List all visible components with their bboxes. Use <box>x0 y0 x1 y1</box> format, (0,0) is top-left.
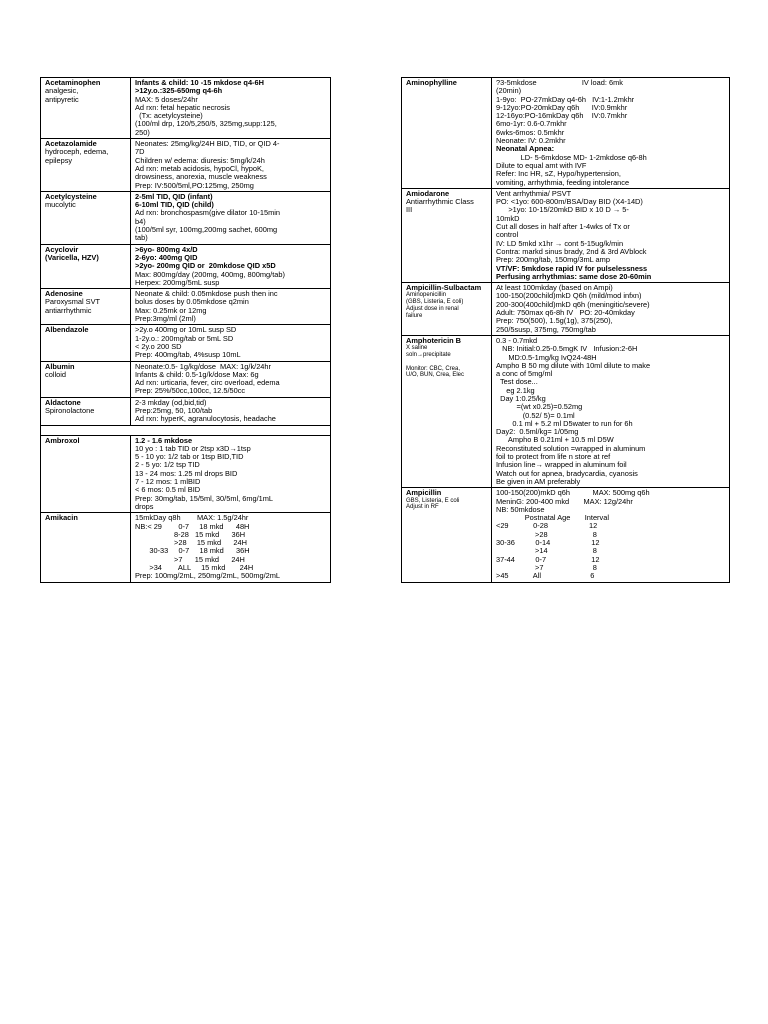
dosage-line: Neonatal Apnea: <box>496 144 555 154</box>
dosage-line: Prep:3mg/ml (2ml) <box>135 314 196 324</box>
dosage-line: >28 8 <box>496 529 597 539</box>
dosage-line: Prep: 25%/50cc,100cc, 12.5/50cc <box>135 386 246 396</box>
drug-class: antiarrhythmic <box>45 305 92 315</box>
dosage-line: Watch out for apnea, bradycardia, cyanosis <box>496 468 638 478</box>
drug-name-cell <box>41 139 131 192</box>
dosage-line: 12-16yo:PO-16mkDay q6h IV:0.7mkhr <box>496 111 628 121</box>
drug-class: Antiarrhythmic Class <box>406 197 474 207</box>
dosage-line: Max: 0.25mk or 12mg <box>135 305 207 315</box>
drug-row <box>41 289 331 325</box>
dosage-line: 2-5ml TID, QID (infant) <box>135 191 213 201</box>
dosage-line: Children w/ edema: diuresis: 5mg/k/24h <box>135 155 265 165</box>
dosage-line: a conc of 5mg/ml <box>496 369 553 379</box>
dosage-line: Ad rxn: hyperK, agranulocytosis, headache <box>135 414 276 424</box>
dosage-line: >28 15 mkd 24H <box>135 538 247 548</box>
dosage-line: Ampho B 0.21ml + 10.5 ml D5W <box>496 435 614 445</box>
drug-name-cell <box>41 397 131 425</box>
drug-name-cell <box>402 78 492 189</box>
drug-note: Adjust dose in renal <box>406 306 459 313</box>
dosage-line: >12y.o.:325-650mg q4-6h <box>135 86 223 96</box>
drug-row <box>41 325 331 361</box>
dosage-line: Refer: Inc HR, sZ, Hypo/hypertension, <box>496 169 621 179</box>
dosage-line: Adult: 750max q6-8h IV PO: 20-40mkday <box>496 308 635 318</box>
drug-name-acetylcysteine: Acetylcysteine <box>45 191 97 201</box>
dosage-line: Day2: 0.5ml/kg= 1/05mg <box>496 427 579 437</box>
dosage-line: Herpex: 200mg/5mL susp <box>135 277 220 287</box>
dosage-cell <box>492 283 730 336</box>
drug-class: epilepsy <box>45 155 73 165</box>
right-drug-table <box>401 77 730 583</box>
drug-name-cell <box>41 435 131 513</box>
dosage-line: Day 1:0.25/kg <box>496 393 546 403</box>
drug-name-cell <box>41 78 131 139</box>
dosage-line: NB: 50mkdose <box>496 504 545 514</box>
drug-row <box>41 397 331 425</box>
dosage-line: 2-3 mkday (od,bid,tid) <box>135 397 207 407</box>
dosage-line: 7 - 12 mos: 1 mlBID <box>135 477 201 487</box>
dosage-line: 1-9yo: PO-27mkDay q4-6h IV:1-1.2mkhr <box>496 94 635 104</box>
dosage-line: Neonates: 25mg/kg/24H BID, TID, or QID 4- <box>135 139 280 149</box>
drug-row <box>402 488 730 582</box>
dosage-line: 37-44 0-7 12 <box>496 554 600 564</box>
dosage-line: Ad rxn: bronchospasm(give dilator 10-15min <box>135 208 281 218</box>
dosage-line: 0.3 - 0.7mkd <box>496 335 538 345</box>
drug-row <box>41 513 331 582</box>
dosage-line: >45 All 6 <box>496 571 595 581</box>
drug-class: antipyretic <box>45 94 79 104</box>
drug-name-cell <box>41 244 131 288</box>
dosage-line: >14 8 <box>496 546 597 556</box>
dosage-line: < 2y.o 200 SD <box>135 341 182 351</box>
drug-row <box>402 283 730 336</box>
dosage-line: Ad rxn: fetal hepatic necrosis <box>135 102 230 112</box>
dosage-line: 30-33 0-7 18 mkd 36H <box>135 546 250 556</box>
dosage-cell <box>131 289 331 325</box>
dosage-line: Prep: 100mg/2mL, 250mg/2mL, 500mg/2mL <box>135 571 281 581</box>
drug-row <box>402 188 730 282</box>
dosage-line: (0.52/ 5)= 0.1ml <box>496 410 575 420</box>
dosage-line: (100/ml drp, 120/5,250/5, 325mg,supp:125, <box>135 119 277 129</box>
drug-name-albendazole: Albendazole <box>45 325 89 335</box>
dosage-line: >7 8 <box>496 562 597 572</box>
dosage-line: 30-36 0-14 12 <box>496 538 600 548</box>
left-drug-table <box>40 77 331 583</box>
drug-row <box>402 78 730 189</box>
dosage-line: 250) <box>135 127 150 137</box>
dosage-line: Be given in AM preferably <box>496 476 581 486</box>
dosage-line: Reconstituted solution =wrapped in aluminum <box>496 443 646 453</box>
dosage-line: Prep: 30mg/tab, 15/5ml, 30/5ml, 6mg/1mL <box>135 493 274 503</box>
drug-row <box>41 244 331 288</box>
dosage-line: Perfusing arrhythmias: same dose 20-60min <box>496 271 652 281</box>
drug-name-adenosine: Adenosine <box>45 289 83 299</box>
drug-row <box>41 139 331 192</box>
drug-row <box>41 425 331 435</box>
dosage-line: 250/5susp, 375mg, 750mg/tab <box>496 324 596 334</box>
dosage-line: 1.2 - 1.6 mkdose <box>135 435 193 445</box>
drug-name-cell <box>41 325 131 361</box>
dosage-line: PO: <1yo: 600-800m/BSA/Day BID (X4-14D) <box>496 197 643 207</box>
drug-name-acetazolamide: Acetazolamide <box>45 139 97 149</box>
dosage-line: Neonate:0.5- 1g/kg/dose MAX: 1g/k/24hr <box>135 361 271 371</box>
drug-note: GBS, Listeria, E coli <box>406 497 460 504</box>
drug-name-cell <box>402 335 492 487</box>
dosage-line: 2 - 5 yo: 1/2 tsp TID <box>135 460 200 470</box>
dosage-line: Ad rxn: metab acidosis, hypoCl, hypoK, <box>135 163 264 173</box>
dosage-cell <box>131 325 331 361</box>
dosage-line: (Tx: acetylcysteine) <box>135 111 203 121</box>
dosage-cell <box>131 361 331 397</box>
dosage-line: vomiting, arrhythmia, feeding intolerance <box>496 177 630 187</box>
dosage-line: < 6 mos: 0.5 ml BID <box>135 485 201 495</box>
dosage-line: =(wt x0.25)=0.52mg <box>496 402 583 412</box>
dosage-line: Prep: IV:500/5ml,PO:125mg, 250mg <box>135 180 254 190</box>
drug-note <box>406 359 488 366</box>
dosage-line: Ampho B 50 mg dilute with 10ml dilute to make <box>496 360 651 370</box>
dosage-line: Contra: markd sinus brady, 2nd & 3rd AVblock <box>496 246 647 256</box>
drug-name-cell <box>41 513 131 582</box>
drug-note: X saline <box>406 345 428 352</box>
dosage-line: 200-300(400child)mkD q6h (meningitic/severe) <box>496 299 650 309</box>
dosage-line: foil to protect from life n store at ref <box>496 452 611 462</box>
drug-name-ampicillin-sulbactam: Ampicillin-Sulbactam <box>406 283 482 293</box>
drug-note: U/O, BUN, Crea, Elec <box>406 372 465 379</box>
dosage-line: >2y.o 400mg or 10mL susp SD <box>135 325 237 335</box>
drug-name-albumin: Albumin <box>45 361 75 371</box>
dosage-line: VT/VF: 5mkdose rapid IV for pulselessness <box>496 263 648 273</box>
drug-name-ampicillin: Ampicillin <box>406 488 442 498</box>
dosage-line: Prep:25mg, 50, 100/tab <box>135 405 213 415</box>
drug-row <box>41 435 331 513</box>
drug-name-cell <box>41 191 131 244</box>
dosage-line: 6-10ml TID, QID (child) <box>135 200 214 210</box>
drug-row <box>41 78 331 139</box>
dosage-line: 8-28 15 mkd 36H <box>135 529 246 539</box>
dosage-line: LD- 5-6mkdose MD- 1-2mkdose q6-8h <box>496 152 647 162</box>
dosage-line: Prep: 200mg/tab, 150mg/3mL amp <box>496 255 610 265</box>
dosage-line: 13 - 24 mos: 1.25 ml drops BID <box>135 468 238 478</box>
dosage-line: >7 15 mkd 24H <box>135 554 245 564</box>
drug-class: mucolytic <box>45 200 76 210</box>
dosage-line: MD:0.5-1mg/kg IvQ24-48H <box>496 352 597 362</box>
dosage-line: At least 100mkday (based on Ampi) <box>496 283 613 293</box>
dosage-cell <box>131 397 331 425</box>
drug-name-aminophylline: Aminophylline <box>406 78 457 87</box>
dosage-line: <29 0-28 12 <box>496 521 598 531</box>
drug-name-acyclovir: Acyclovir <box>45 244 79 254</box>
dosage-cell <box>131 244 331 288</box>
dosage-line: Postnatal Age Interval <box>496 513 609 523</box>
dosage-line: >34 ALL 15 mkd 24H <box>135 563 254 573</box>
drug-note: failure <box>406 312 423 319</box>
dosage-line: Max: 800mg/day (200mg, 400mg, 800mg/tab) <box>135 269 285 279</box>
dosage-line: drops <box>135 501 154 511</box>
dosage-line: Neonate: IV: 0.2mkhr <box>496 136 566 146</box>
dosage-line: 15mkDay q8h MAX: 1.5g/24hr <box>135 513 249 523</box>
drug-note: soln→precipitate <box>406 352 451 358</box>
dosage-line: b4) <box>135 216 146 226</box>
dosage-line: Infusion line→ wrapped in aluminum foil <box>496 460 627 470</box>
dosage-line: Infants & child: 10 -15 mkdose q4-6H <box>135 78 264 87</box>
drug-row <box>41 191 331 244</box>
dosage-line: Ad rxn: urticaria, fever, circ overload, edema <box>135 378 280 388</box>
dosage-cell <box>131 513 331 582</box>
dosage-line: drowsiness, anorexia, muscle weakness <box>135 172 267 182</box>
drug-class: Paroxysmal SVT <box>45 297 101 307</box>
dosage-line: Vent arrhythmia/ PSVT <box>496 188 572 198</box>
dosage-line: (20min) <box>496 86 522 96</box>
dosage-cell <box>492 488 730 582</box>
dosage-cell <box>492 188 730 282</box>
dosage-line: >6yo- 800mg 4x/D <box>135 244 198 254</box>
dosage-line: Neonate & child: 0.05mkdose push then inc <box>135 289 278 299</box>
drug-class: colloid <box>45 369 66 379</box>
dosage-line: NB:< 29 0-7 18 mkd 48H <box>135 521 250 531</box>
dosage-line: IV: LD 5mkd x1hr → cont 5-15ug/k/min <box>496 238 624 248</box>
dosage-line: 2-6yo: 400mg QID <box>135 252 198 262</box>
dosage-line: tab) <box>135 233 148 243</box>
dosage-line: 10 yo : 1 tab TID or 2tsp x3D→1tsp <box>135 443 251 453</box>
dosage-cell <box>131 435 331 513</box>
drug-name-cell <box>402 283 492 336</box>
dosage-line: 100-150(200child)mkD Q6h (mild/mod infxn) <box>496 291 642 301</box>
drug-name-amikacin: Amikacin <box>45 513 78 523</box>
dosage-line: 100-150(200)mkD q6h MAX: 500mg q6h <box>496 488 650 498</box>
drug-name-aldactone: Aldactone <box>45 397 81 407</box>
dosage-cell <box>131 78 331 139</box>
dosage-line: >1yo: 10-15/20mkD BID x 10 D → 5- <box>496 205 629 215</box>
dosage-line: 6wks-6mos: 0.5mkhr <box>496 127 565 137</box>
drug-note: Aminopenicillin <box>406 292 447 299</box>
dosage-line: eg 2.1kg <box>496 385 535 395</box>
drug-name-cell <box>41 361 131 397</box>
drug-note: Adjust in RF <box>406 504 439 511</box>
dosage-cell <box>131 191 331 244</box>
drug-name-cell <box>402 188 492 282</box>
dosage-line: Infants & child: 0.5-1g/k/dose Max: 6g <box>135 369 259 379</box>
drug-name-cell <box>402 488 492 582</box>
drug-row <box>402 335 730 487</box>
dosage-line: (100/5ml syr, 100mg,200mg sachet, 600mg <box>135 225 278 235</box>
drug-name-cell <box>41 289 131 325</box>
dosage-line: 7D <box>135 147 145 157</box>
dosage-line: 1-2y.o.: 200mg/tab or 5mL SD <box>135 333 234 343</box>
dosage-line: Test dose... <box>496 377 538 387</box>
dosage-line: 6mo-1yr: 0.6-0.7mkhr <box>496 119 567 129</box>
drug-class: Spironolactone <box>45 405 95 415</box>
drug-name-acetaminophen: Acetaminophen <box>45 78 101 87</box>
drug-note: Monitor: CBC, Crea, <box>406 365 461 372</box>
dosage-line: control <box>496 230 519 240</box>
dosage-line: >2yo- 200mg QID or 20mkdose QID x5D <box>135 261 276 271</box>
dosage-cell <box>492 335 730 487</box>
dosage-line: 0.1 ml + 5.2 ml D5water to run for 6h <box>496 418 633 428</box>
drug-class: hydroceph, edema, <box>45 147 109 157</box>
drug-name-ambroxol: Ambroxol <box>45 435 80 445</box>
dosage-line: 10mkD <box>496 213 520 223</box>
drug-name-amiodarone: Amiodarone <box>406 188 450 198</box>
dosage-line: bolus doses by 0.05mkdose q2min <box>135 297 249 307</box>
dosage-line: ?3-5mkdose IV load: 6mk <box>496 78 623 87</box>
drug-name-amphotericin-b: Amphotericin B <box>406 335 462 345</box>
dosage-line: MAX: 5 doses/24hr <box>135 94 198 104</box>
drug-class: III <box>406 205 413 215</box>
spacer-row <box>41 425 331 435</box>
dosage-line: Cut all doses in half after 1-4wks of Tx or <box>496 222 630 232</box>
dosage-cell <box>492 78 730 189</box>
dosage-line: Dilute to equal amt with IVF <box>496 160 587 170</box>
dosage-line: Prep: 750(500), 1.5g(1g), 375(250), <box>496 316 613 326</box>
dosage-line: 9-12yo:PO-20mkDay q6h IV:0.9mkhr <box>496 102 628 112</box>
drug-class: (Varicella, HZV) <box>45 252 99 262</box>
dosage-line: NB: Initial:0.25-0.5mgK IV Infusion:2-6H <box>496 344 638 354</box>
drug-class: analgesic, <box>45 86 79 96</box>
drug-row <box>41 361 331 397</box>
dosage-cell <box>131 139 331 192</box>
dosage-line: 5 - 10 yo: 1/2 tab or 1tsp BID,TID <box>135 452 244 462</box>
drug-note: (GBS, Listeria, E coli) <box>406 299 464 306</box>
dosage-line: Prep: 400mg/tab, 4%susp 10mL <box>135 350 241 360</box>
dosage-line: MeninG: 200-400 mkd MAX: 12g/24hr <box>496 496 633 506</box>
